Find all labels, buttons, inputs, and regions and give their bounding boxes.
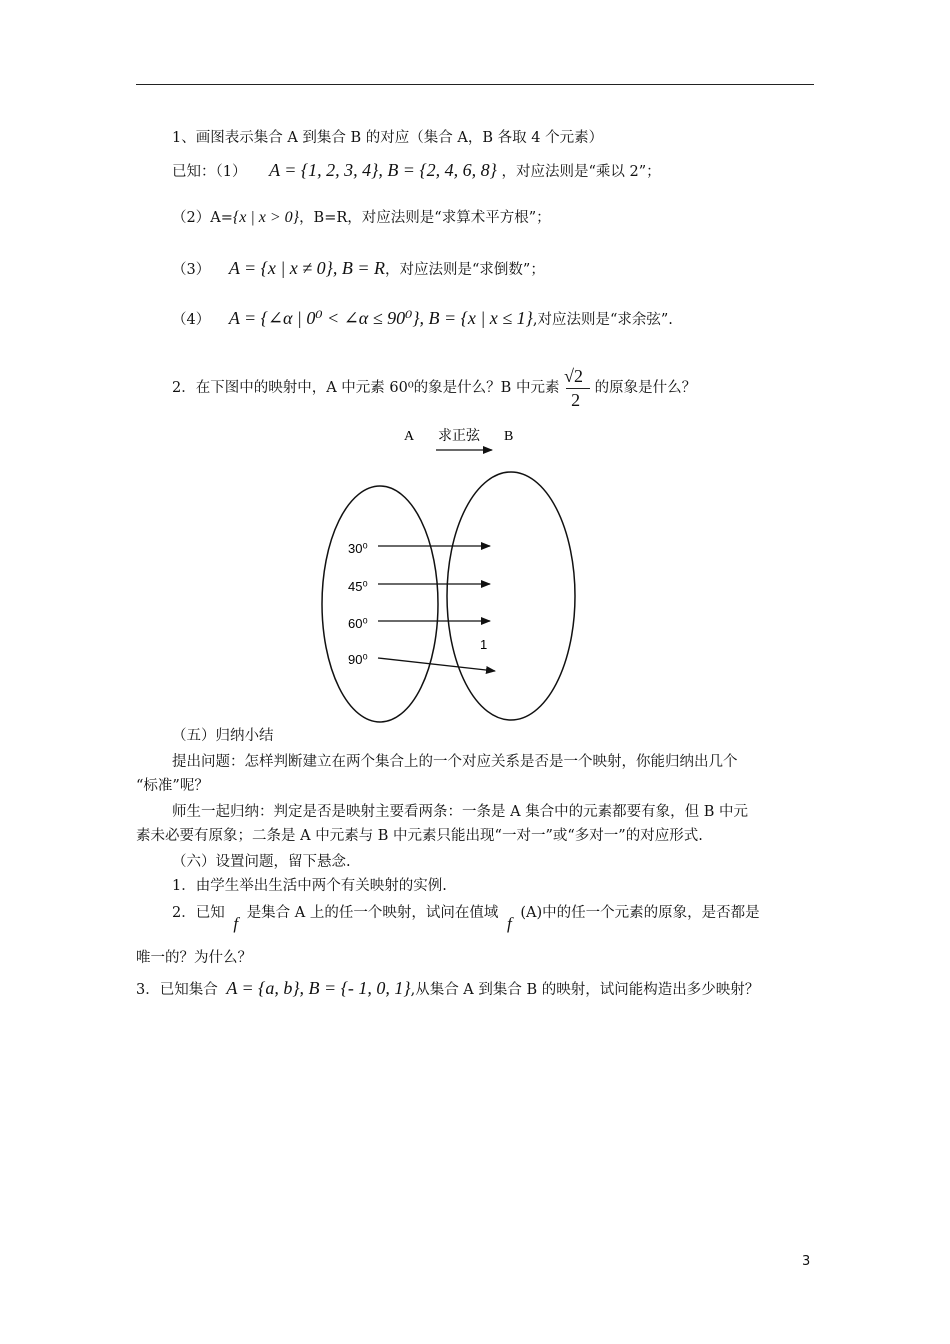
problem-4-rule: ,对应法则是“求余弦”.	[532, 312, 673, 328]
item-2-prefix: 2．已知	[172, 905, 225, 921]
set-b-formula: , B = {2, 4, 6, 8}	[378, 160, 497, 180]
item-2-end: (A)中的任一个元素的原象，是否都是	[520, 905, 760, 921]
element-a-60: 60⁰	[348, 616, 368, 631]
set-a-ellipse	[322, 486, 438, 722]
question-2-text-end: 的原象是什么？	[594, 380, 697, 396]
conclusion-line-1: 师生一起归纳：判定是否是映射主要看两条：一条是 A 集合中的元素都要有象，但 B 中元	[172, 804, 749, 820]
element-a-30: 30⁰	[348, 541, 368, 556]
problem-3-set: A = {x | x ≠ 0}, B = R	[228, 258, 385, 278]
diagram-label-a: A	[404, 429, 415, 444]
rule-text: ，对应法则是“乘以 2”；	[501, 164, 661, 180]
fraction-denominator: 2	[571, 390, 581, 410]
function-f: f	[233, 914, 239, 933]
problem-4-set: A = {∠α | 0⁰ < ∠α ≤ 90⁰}, B = {x | x ≤ 1}	[228, 308, 533, 328]
set-a-formula: A = {1, 2, 3, 4}	[269, 160, 379, 180]
problem-4-line	[172, 308, 673, 330]
problem-2-set: {x | x > 0}	[232, 209, 300, 226]
page-number: 3	[802, 1254, 811, 1269]
item-3-sets: A = {a, b}, B = {- 1, 0, 1}	[226, 978, 411, 998]
item-3-prefix: 3．已知集合	[136, 982, 218, 998]
item-3-end: ,从集合 A 到集合 B 的映射，试问能构造出多少映射？	[410, 982, 760, 998]
question-line-1: 提出问题：怎样判断建立在两个集合上的一个对应关系是否是一个映射，你能归纳出几个	[172, 754, 738, 770]
diagram-label-b: B	[504, 429, 514, 444]
element-b-1: 1	[480, 637, 488, 652]
fraction-numerator: √2	[564, 366, 583, 386]
heading-suspense: （六）设置问题，留下悬念.	[172, 854, 351, 870]
conclusion-line-2: 素未必要有原象；二条是 A 中元素与 B 中元素只能出现“一对一”或“多对一”的对应形式.	[136, 828, 703, 844]
element-a-45: 45⁰	[348, 579, 368, 594]
item-3	[136, 978, 759, 1000]
diagram-rule-label: 求正弦	[438, 428, 480, 444]
fraction-bar	[566, 388, 590, 389]
problem-1-title: 1、画图表示集合 A 到集合 B 的对应（集合 A，B 各取 4 个元素）	[172, 130, 604, 146]
heading-summary: （五）归纳小结	[172, 728, 274, 744]
question-2-text: 2．在下图中的映射中，A 中元素 60⁰的象是什么？B 中元素	[172, 380, 560, 396]
problem-1-line	[172, 160, 661, 182]
question-2	[172, 366, 696, 410]
problem-3-line	[172, 258, 545, 280]
item-1: 1．由学生举出生活中两个有关映射的实例.	[172, 878, 447, 894]
item-2-line-2: 唯一的？为什么？	[136, 950, 252, 966]
problem-3-rule: ，对应法则是“求倒数”；	[385, 262, 545, 278]
problem-2-prefix: （2）A=	[172, 210, 233, 226]
header-rule	[136, 84, 814, 85]
question-line-2: “标准”呢？	[136, 778, 209, 794]
element-a-90: 90⁰	[348, 652, 368, 667]
problem-2-line	[172, 208, 551, 228]
problem-3-prefix: （3）	[172, 262, 211, 278]
problem-4-prefix: （4）	[172, 312, 211, 328]
mapping-diagram	[320, 420, 600, 730]
item-2	[172, 902, 760, 934]
sqrt2-over-2-fraction	[564, 366, 590, 410]
item-2-middle: 是集合 A 上的任一个映射，试问在值域	[246, 905, 499, 921]
function-f-range: f	[507, 914, 512, 933]
problem-2-rule: ，B=R，对应法则是“求算术平方根”；	[299, 210, 551, 226]
known-label: 已知：（1）	[172, 164, 247, 180]
set-b-ellipse	[447, 472, 575, 720]
arrow-90	[378, 658, 495, 671]
